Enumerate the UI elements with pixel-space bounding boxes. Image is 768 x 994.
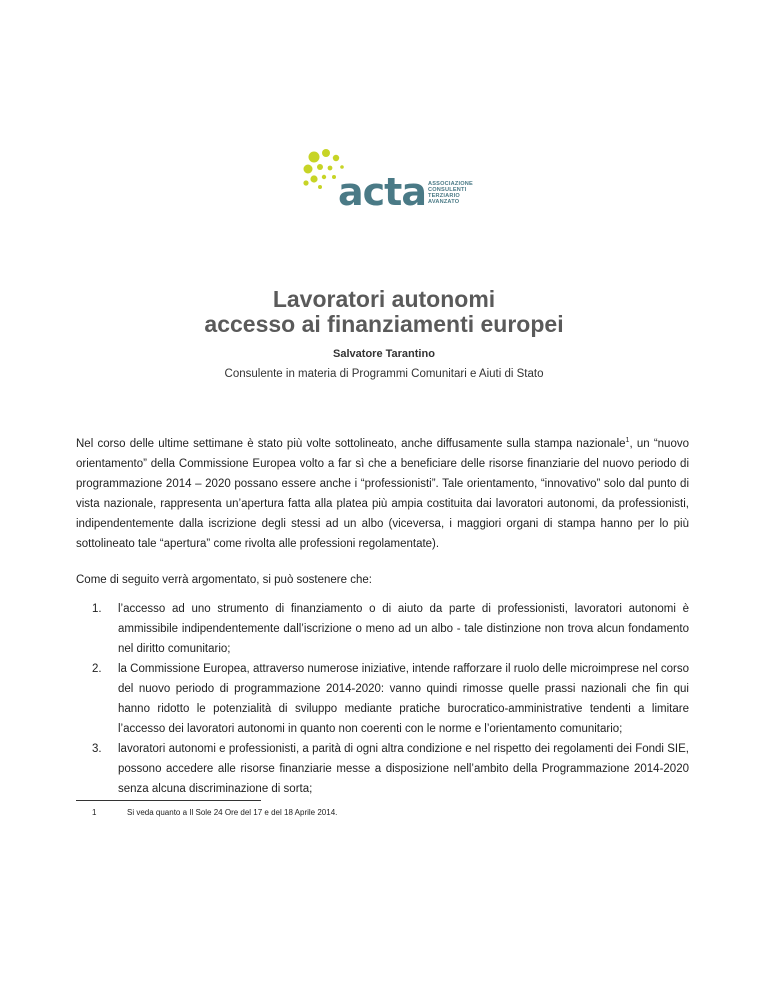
list-item: 1. l’accesso ad uno strumento di finanziamento o di aiuto da parte di professionisti, lavoratori autonomi è ammissibile indipendentemente dall’iscrizione o meno ad un albo - tale distinzione non trova alcun fondamento nel diritto comunitario; <box>92 603 689 655</box>
logo-wordmark: acta <box>338 170 426 214</box>
intro-paragraph: Nel corso delle ultime settimane è stato più volte sottolineato, anche diffusamente sulla stampa nazionale$^1$, un “nuovo orientamento” della Commissione Europea volto a far sì che a beneficiare delle risorse finanziarie del nuovo periodo di programmazione 2014 – 2020 possano essere anche i “professionisti”. Tale orientamento, “innovativo” solo dal punto di vista nazionale, rappresenta un’apertura fatta alla platea più ampia costituita dai lavoratori autonomi, da professionisti, indipendentemente dalla iscrizione degli stessi ad un albo (viceversa, i maggiori organi di stampa hanno per lo più sottolineato tale “apertura” come rivolta alle professioni regolamentate). <box>76 437 689 550</box>
logo-tagline: ASSOCIAZIONE CONSULENTI TERZIARIO AVANZATO <box>428 181 473 205</box>
footnote-text: Si veda quanto a Il Sole 24 Ore del 17 e del 18 Aprile 2014. <box>127 808 338 817</box>
document-title-line2: accesso ai finanziamenti europei <box>204 311 564 337</box>
footnote-number: 1 <box>92 808 97 817</box>
footnote-ref[interactable]: 1 <box>625 437 630 445</box>
author-role: Consulente in materia di Programmi Comunitari e Aiuti di Stato <box>224 368 544 380</box>
list-item: 3. lavoratori autonomi e professionisti, a parità di ogni altra condizione e nel rispetto dei regolamenti dei Fondi SIE, possono accedere alle risorse finanziarie messe a disposizione nell’ambito della Programmazione 2014-2020 senza alcuna discriminazione di sorta; <box>92 743 689 795</box>
author-name: Salvatore Tarantino <box>333 348 435 360</box>
acta-logo <box>300 147 490 217</box>
argument-list <box>76 599 689 799</box>
footnote-divider <box>76 800 261 801</box>
lead-paragraph: Come di seguito verrà argomentato, si può sostenere che: <box>76 574 372 586</box>
footnote <box>92 808 337 817</box>
document-title-line1: Lavoratori autonomi <box>272 286 496 312</box>
list-item: 2. la Commissione Europea, attraverso numerose iniziative, intende rafforzare il ruolo delle microimprese nel corso del nuovo periodo di programmazione 2014-2020: vanno quindi rimosse quelle prassi nazionali che fin qui hanno ridotto le potenzialità di sviluppo mediante pratiche burocratico-amministrative tendenti a limitare l’accesso dei lavoratori autonomi in quanto non coerenti con le norme e l’orientamento comunitario; <box>92 663 689 735</box>
